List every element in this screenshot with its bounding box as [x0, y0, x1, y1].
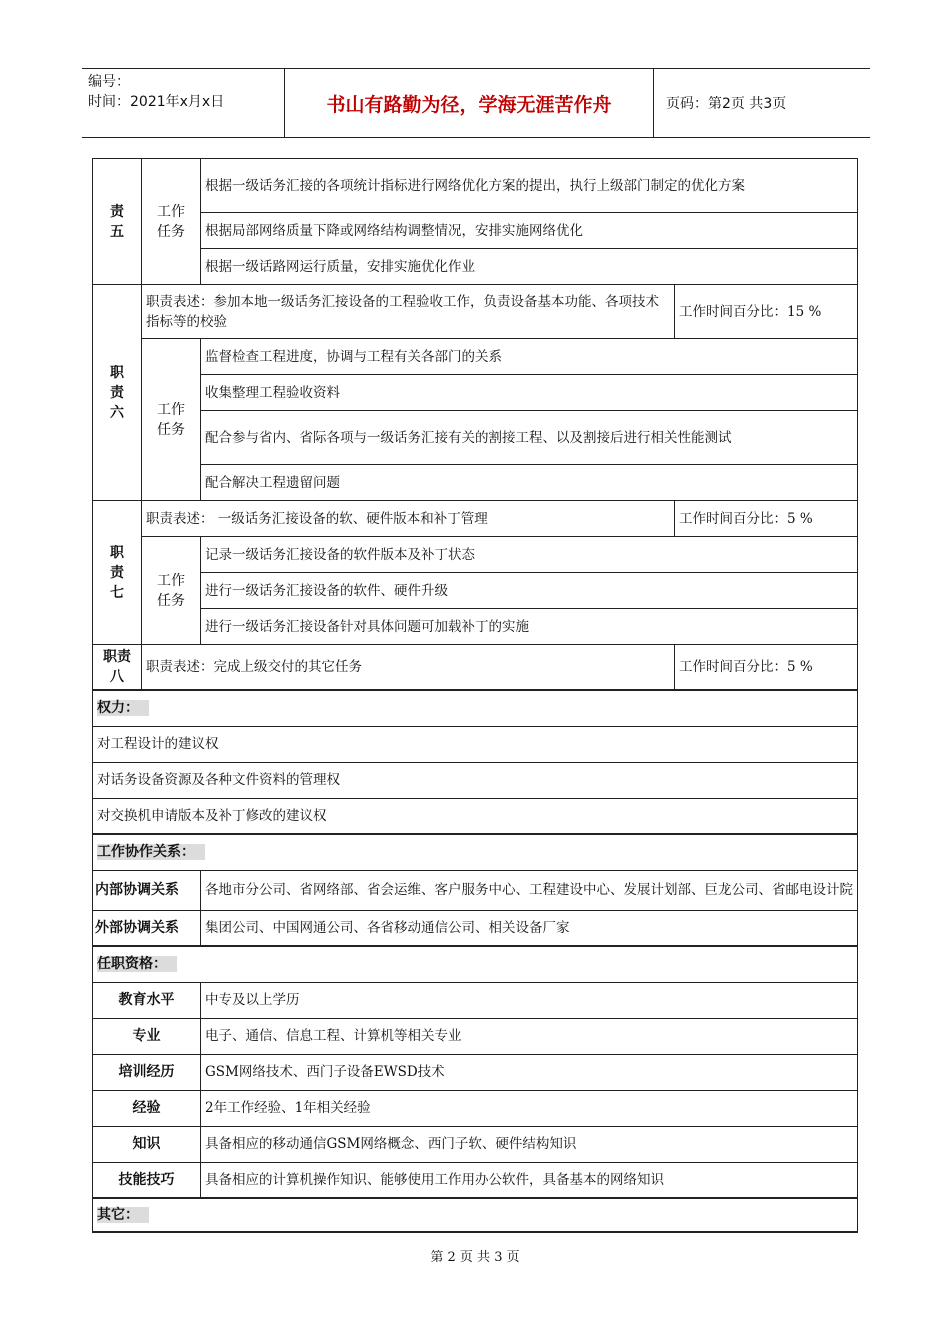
- duty6-task-2: 收集整理工程验收资料: [201, 375, 858, 411]
- duty6-task-row: [93, 375, 858, 411]
- page-header: [82, 68, 870, 138]
- duty6-title: 职 责 六: [93, 285, 142, 501]
- qual-value: GSM网络技术、西门子设备EWSD技术: [201, 1054, 858, 1090]
- duty7-desc-row: [93, 501, 858, 537]
- header-motto: 书山有路勤为径，学海无涯苦作舟: [284, 69, 654, 137]
- duty7-task-row: [93, 609, 858, 645]
- qual-value: 电子、通信、信息工程、计算机等相关专业: [201, 1018, 858, 1054]
- duty7-task-2: 进行一级话务汇接设备的软件、硬件升级: [201, 573, 858, 609]
- qual-value: 具备相应的移动通信GSM网络概念、西门子软、硬件结构知识: [201, 1126, 858, 1162]
- duty6-task-row: [93, 465, 858, 501]
- page-number: 页码：第2页 共3页: [666, 96, 787, 112]
- qual-label: 技能技巧: [93, 1162, 201, 1198]
- duty6-task-3: 配合参与省内、省际各项与一级话务汇接有关的割接工程、以及割接后进行相关性能测试: [201, 411, 858, 465]
- duty5-task-label: 工作 任务: [142, 159, 201, 285]
- duty6-pct: 工作时间百分比：15 %: [675, 285, 858, 339]
- duty5-task-row: [93, 213, 858, 249]
- power-item: 对交换机申请版本及补丁修改的建议权: [93, 798, 858, 834]
- duty7-task-label: 工作 任务: [142, 537, 201, 645]
- internal-relations-value: 各地市分公司、省网络部、省会运维、客户服务中心、工程建设中心、发展计划部、巨龙公司、省邮电设计院: [201, 870, 858, 910]
- qualifications-heading: 任职资格：: [93, 946, 858, 982]
- qual-label: 专业: [93, 1018, 201, 1054]
- power-item: 对话务设备资源及各种文件资料的管理权: [93, 762, 858, 798]
- duty7-title: 职 责 七: [93, 501, 142, 645]
- other-heading: 其它：: [93, 1198, 858, 1232]
- duty7-desc: 职责表述： 一级话务汇接设备的软、硬件版本和补丁管理: [142, 501, 675, 537]
- duty6-task-1: 监督检查工程进度，协调与工程有关各部门的关系: [201, 339, 858, 375]
- duty6-task-row: [93, 339, 858, 375]
- external-relations-label: 外部协调关系: [93, 910, 201, 946]
- power-item: 对工程设计的建议权: [93, 726, 858, 762]
- powers-heading: 权力：: [93, 690, 858, 726]
- page-footer: 第 2 页 共 3 页: [430, 1250, 520, 1265]
- qual-label: 培训经历: [93, 1054, 201, 1090]
- qual-label: 教育水平: [93, 982, 201, 1018]
- duty6-task-row: [93, 411, 858, 465]
- duty8-desc: 职责表述：完成上级交付的其它任务: [142, 645, 675, 691]
- duty8-title: 职责 八: [93, 645, 142, 691]
- qual-value: 具备相应的计算机操作知识、能够使用工作用办公软件，具备基本的网络知识: [201, 1162, 858, 1198]
- duty7-task-1: 记录一级话务汇接设备的软件版本及补丁状态: [201, 537, 858, 573]
- internal-relations-label: 内部协调关系: [93, 870, 201, 910]
- duty5-title: 责 五: [93, 159, 142, 285]
- duty5-task-1: 根据一级话务汇接的各项统计指标进行网络优化方案的提出，执行上级部门制定的优化方案: [201, 159, 858, 213]
- qual-value: 中专及以上学历: [201, 982, 858, 1018]
- qual-label: 知识: [93, 1126, 201, 1162]
- duty7-task-row: [93, 573, 858, 609]
- duty5-task-3: 根据一级话路网运行质量，安排实施优化作业: [201, 249, 858, 285]
- duty6-desc-row: [93, 285, 858, 339]
- duty7-task-3: 进行一级话务汇接设备针对具体问题可加载补丁的实施: [201, 609, 858, 645]
- duty5-task-row: [93, 249, 858, 285]
- duty8-row: [93, 645, 858, 691]
- duty6-desc: 职责表述：参加本地一级话务汇接设备的工程验收工作，负责设备基本功能、各项技术指标等的校验: [142, 285, 675, 339]
- date-label: 时间：2021年x月x日: [88, 94, 225, 110]
- header-meta: [82, 69, 282, 137]
- qual-label: 经验: [93, 1090, 201, 1126]
- code-label: 编号：: [88, 74, 130, 90]
- duty5-task-row: [93, 159, 858, 213]
- duty7-pct: 工作时间百分比：5 %: [675, 501, 858, 537]
- relations-heading: 工作协作关系：: [93, 834, 858, 870]
- duty7-task-row: [93, 537, 858, 573]
- duty8-pct: 工作时间百分比：5 %: [675, 645, 858, 691]
- job-description-table: [92, 158, 858, 1233]
- duty6-task-4: 配合解决工程遗留问题: [201, 465, 858, 501]
- external-relations-value: 集团公司、中国网通公司、各省移动通信公司、相关设备厂家: [201, 910, 858, 946]
- duty6-task-label: 工作 任务: [142, 339, 201, 501]
- duty5-task-2: 根据局部网络质量下降或网络结构调整情况，安排实施网络优化: [201, 213, 858, 249]
- qual-value: 2年工作经验、1年相关经验: [201, 1090, 858, 1126]
